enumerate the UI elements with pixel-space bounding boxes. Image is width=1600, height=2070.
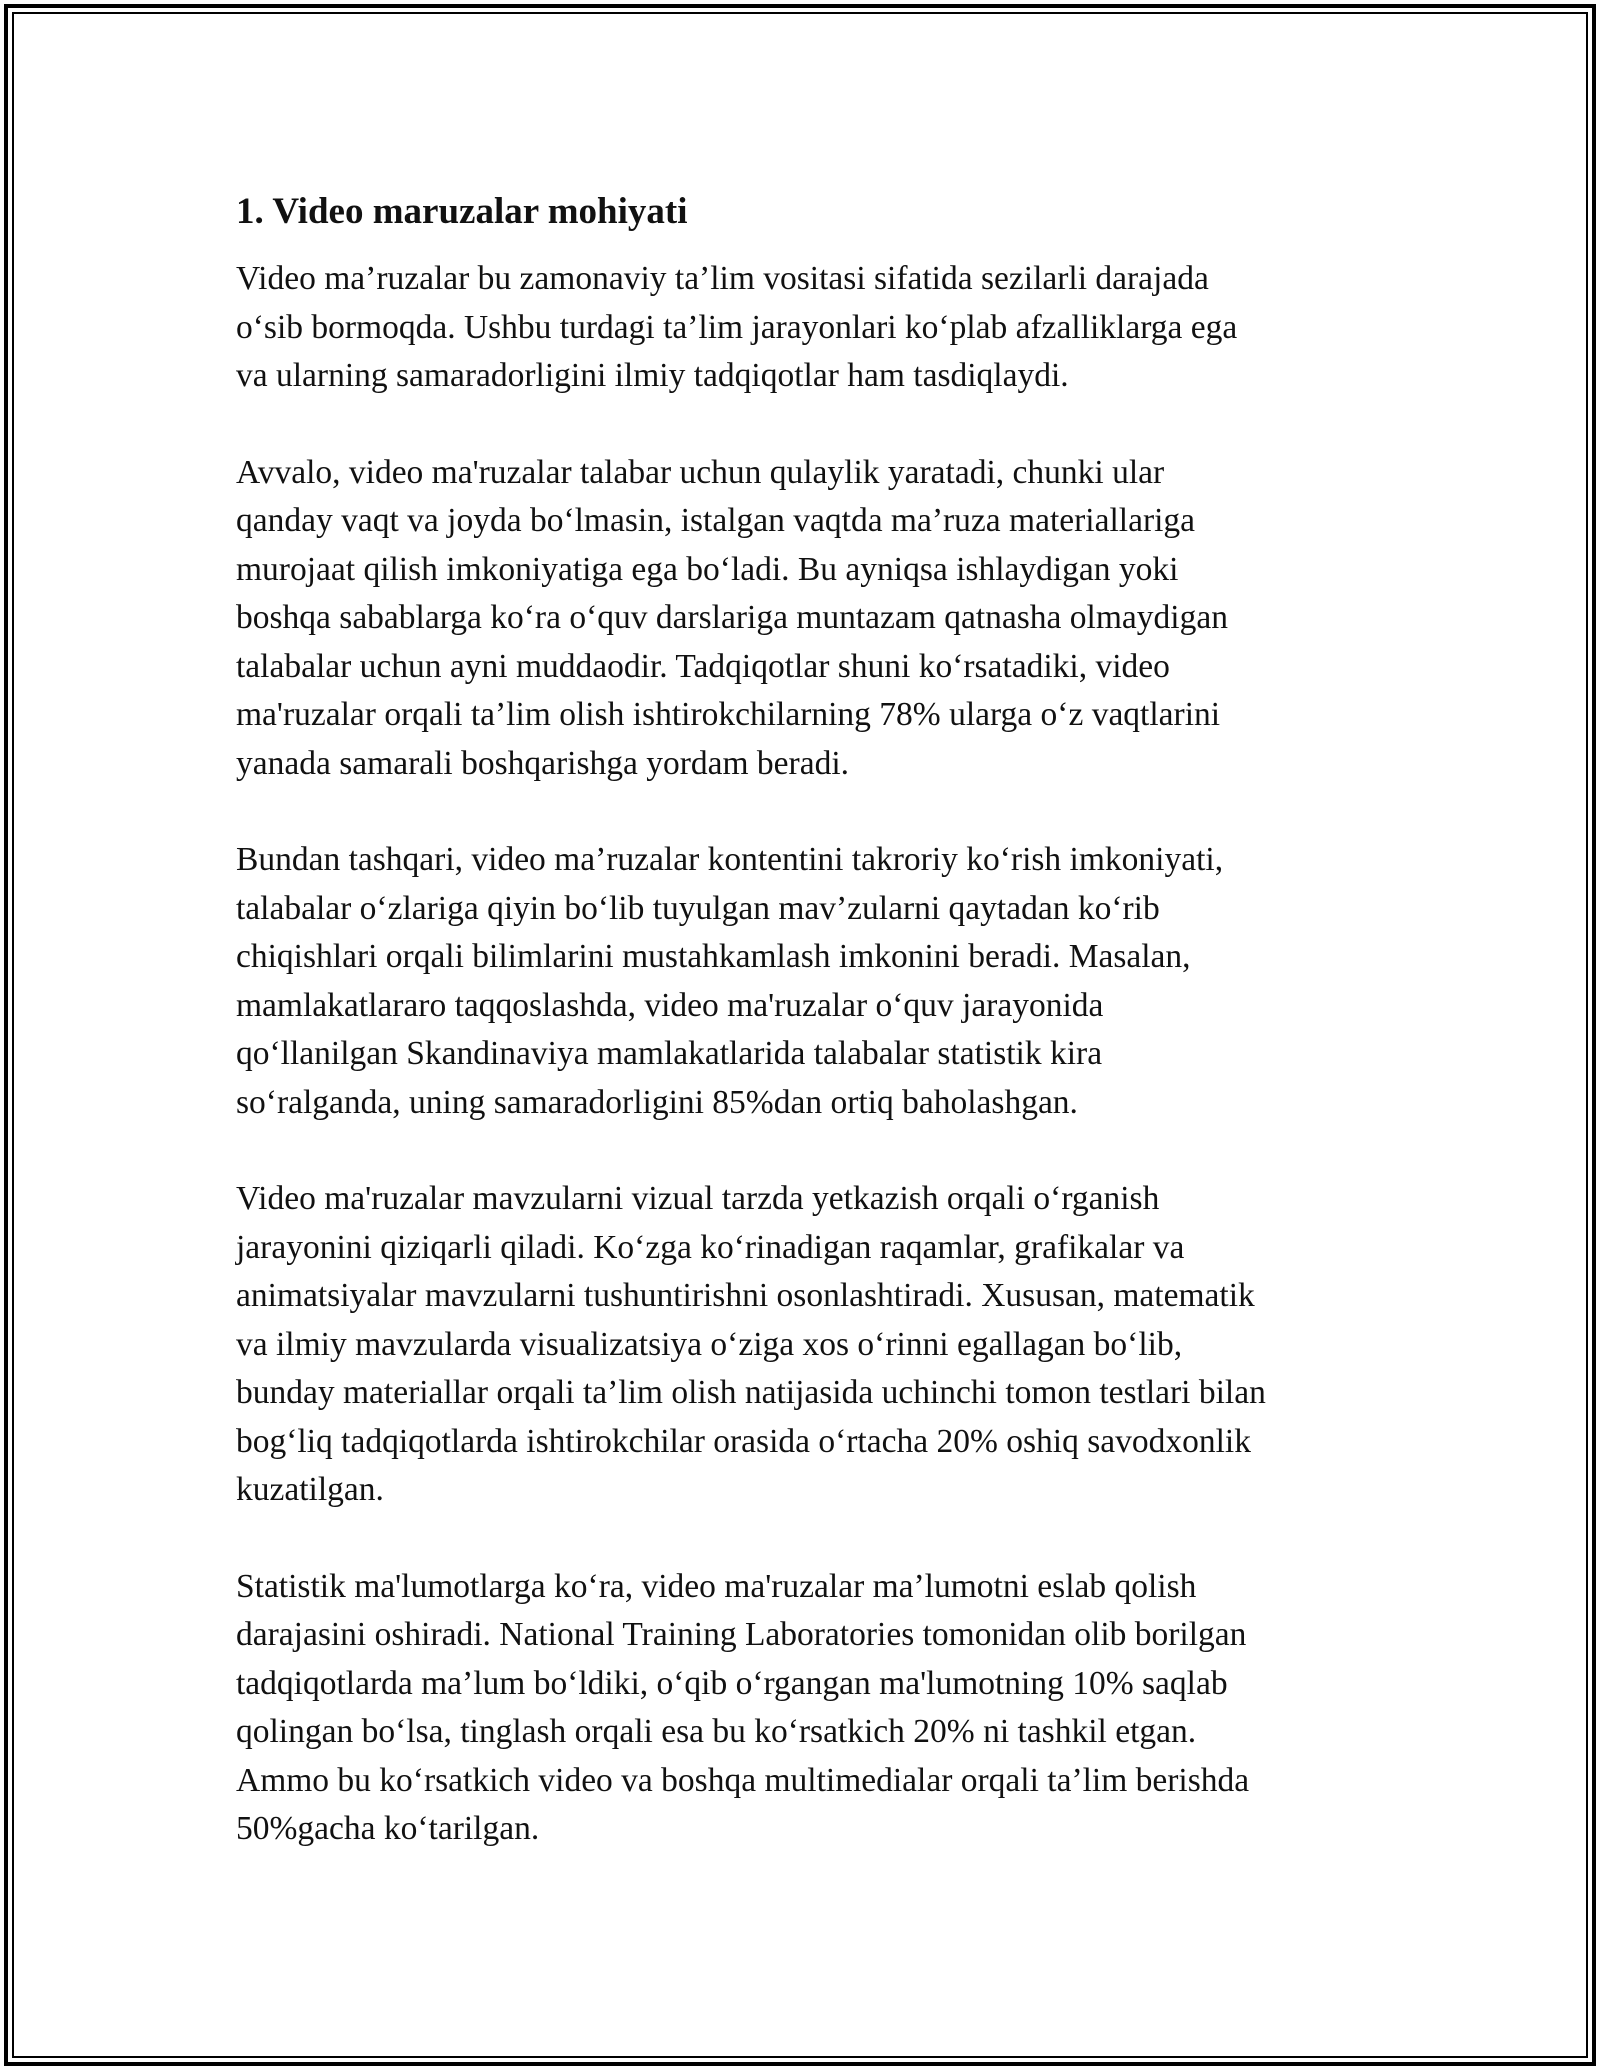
text-line: bunday materiallar orqali ta’lim olish natijasida uchinchi tomon testlari bilan — [236, 1374, 1266, 1411]
text-line: 50%gacha ko‘tarilgan. — [236, 1810, 540, 1847]
text-line: chiqishlari orqali bilimlarini mustahkamlash imkonini beradi. Masalan, — [236, 938, 1191, 975]
text-line: talabalar uchun ayni muddaodir. Tadqiqotlar shuni ko‘rsatadiki, video — [236, 647, 1170, 685]
text-line: tadqiqotlarda ma’lum bo‘ldiki, o‘qib o‘rgangan ma'lumotning 10% saqlab — [236, 1664, 1228, 1702]
text-line: boshqa sabablarga ko‘ra o‘quv darslariga muntazam qatnasha olmaydigan — [236, 599, 1228, 636]
text-line: Bundan tashqari, video ma’ruzalar kontentini takroriy ko‘rish imkoniyati, — [236, 841, 1224, 878]
paragraph-2 — [236, 449, 1376, 789]
text-line: qanday vaqt va joyda bo‘lmasin, istalgan vaqtda ma’ruza materiallariga — [236, 502, 1196, 539]
text-line: Ammo bu ko‘rsatkich video va boshqa multimedialar orqali ta’lim berishda — [236, 1761, 1250, 1799]
paragraph-3 — [236, 836, 1376, 1127]
text-line: va ularning samaradorligini ilmiy tadqiqotlar ham tasdiqlaydi. — [236, 357, 1069, 394]
section-heading: 1. Video maruzalar mohiyati — [236, 191, 688, 232]
paragraph-1 — [236, 255, 1376, 401]
text-line: kuzatilgan. — [236, 1471, 384, 1508]
text-line: qolingan bo‘lsa, tinglash orqali esa bu ko‘rsatkich 20% ni tashkil etgan. — [236, 1713, 1197, 1750]
text-line: animatsiyalar mavzularni tushuntirishni osonlashtiradi. Xususan, matematik — [236, 1277, 1255, 1314]
text-line: darajasini oshiradi. National Training Laboratories tomonidan olib borilgan — [236, 1616, 1247, 1653]
text-line: mamlakatlararo taqqoslashda, video ma'ruzalar o‘quv jarayonida — [236, 986, 1104, 1024]
text-line: so‘ralganda, uning samaradorligini 85%dan ortiq baholashgan. — [236, 1083, 1078, 1121]
paragraph-5 — [236, 1563, 1376, 1854]
text-line: va ilmiy mavzularda visualizatsiya o‘ziga xos o‘rinni egallagan bo‘lib, — [236, 1325, 1183, 1363]
document-body — [236, 188, 1376, 1902]
text-line: Statistik ma'lumotlarga ko‘ra, video ma'ruzalar ma’lumotni eslab qolish — [236, 1567, 1197, 1605]
text-line: o‘sib bormoqda. Ushbu turdagi ta’lim jarayonlari ko‘plab afzalliklarga ega — [236, 308, 1238, 346]
text-line: bog‘liq tadqiqotlarda ishtirokchilar orasida o‘rtacha 20% oshiq savodxonlik — [236, 1422, 1251, 1460]
text-line: yanada samarali boshqarishga yordam beradi. — [236, 744, 850, 782]
text-line: Video ma’ruzalar bu zamonaviy ta’lim vositasi sifatida sezilarli darajada — [236, 260, 1209, 297]
text-line: qo‘llanilgan Skandinaviya mamlakatlarida talabalar statistik kira — [236, 1035, 1103, 1072]
text-line: Avvalo, video ma'ruzalar talabar uchun qulaylik yaratadi, chunki ular — [236, 453, 1165, 491]
text-line: ma'ruzalar orqali ta’lim olish ishtirokchilarning 78% ularga o‘z vaqtlarini — [236, 696, 1221, 733]
text-line: jarayonini qiziqarli qiladi. Ko‘zga ko‘rinadigan raqamlar, grafikalar va — [236, 1228, 1185, 1266]
text-line: murojaat qilish imkoniyatiga ega bo‘ladi. Bu ayniqsa ishlaydigan yoki — [236, 550, 1179, 588]
text-line: Video ma'ruzalar mavzularni vizual tarzda yetkazish orqali o‘rganish — [236, 1180, 1160, 1217]
paragraph-4 — [236, 1175, 1376, 1515]
text-line: talabalar o‘zlariga qiyin bo‘lib tuyulgan mav’zularni qaytadan ko‘rib — [236, 889, 1160, 927]
